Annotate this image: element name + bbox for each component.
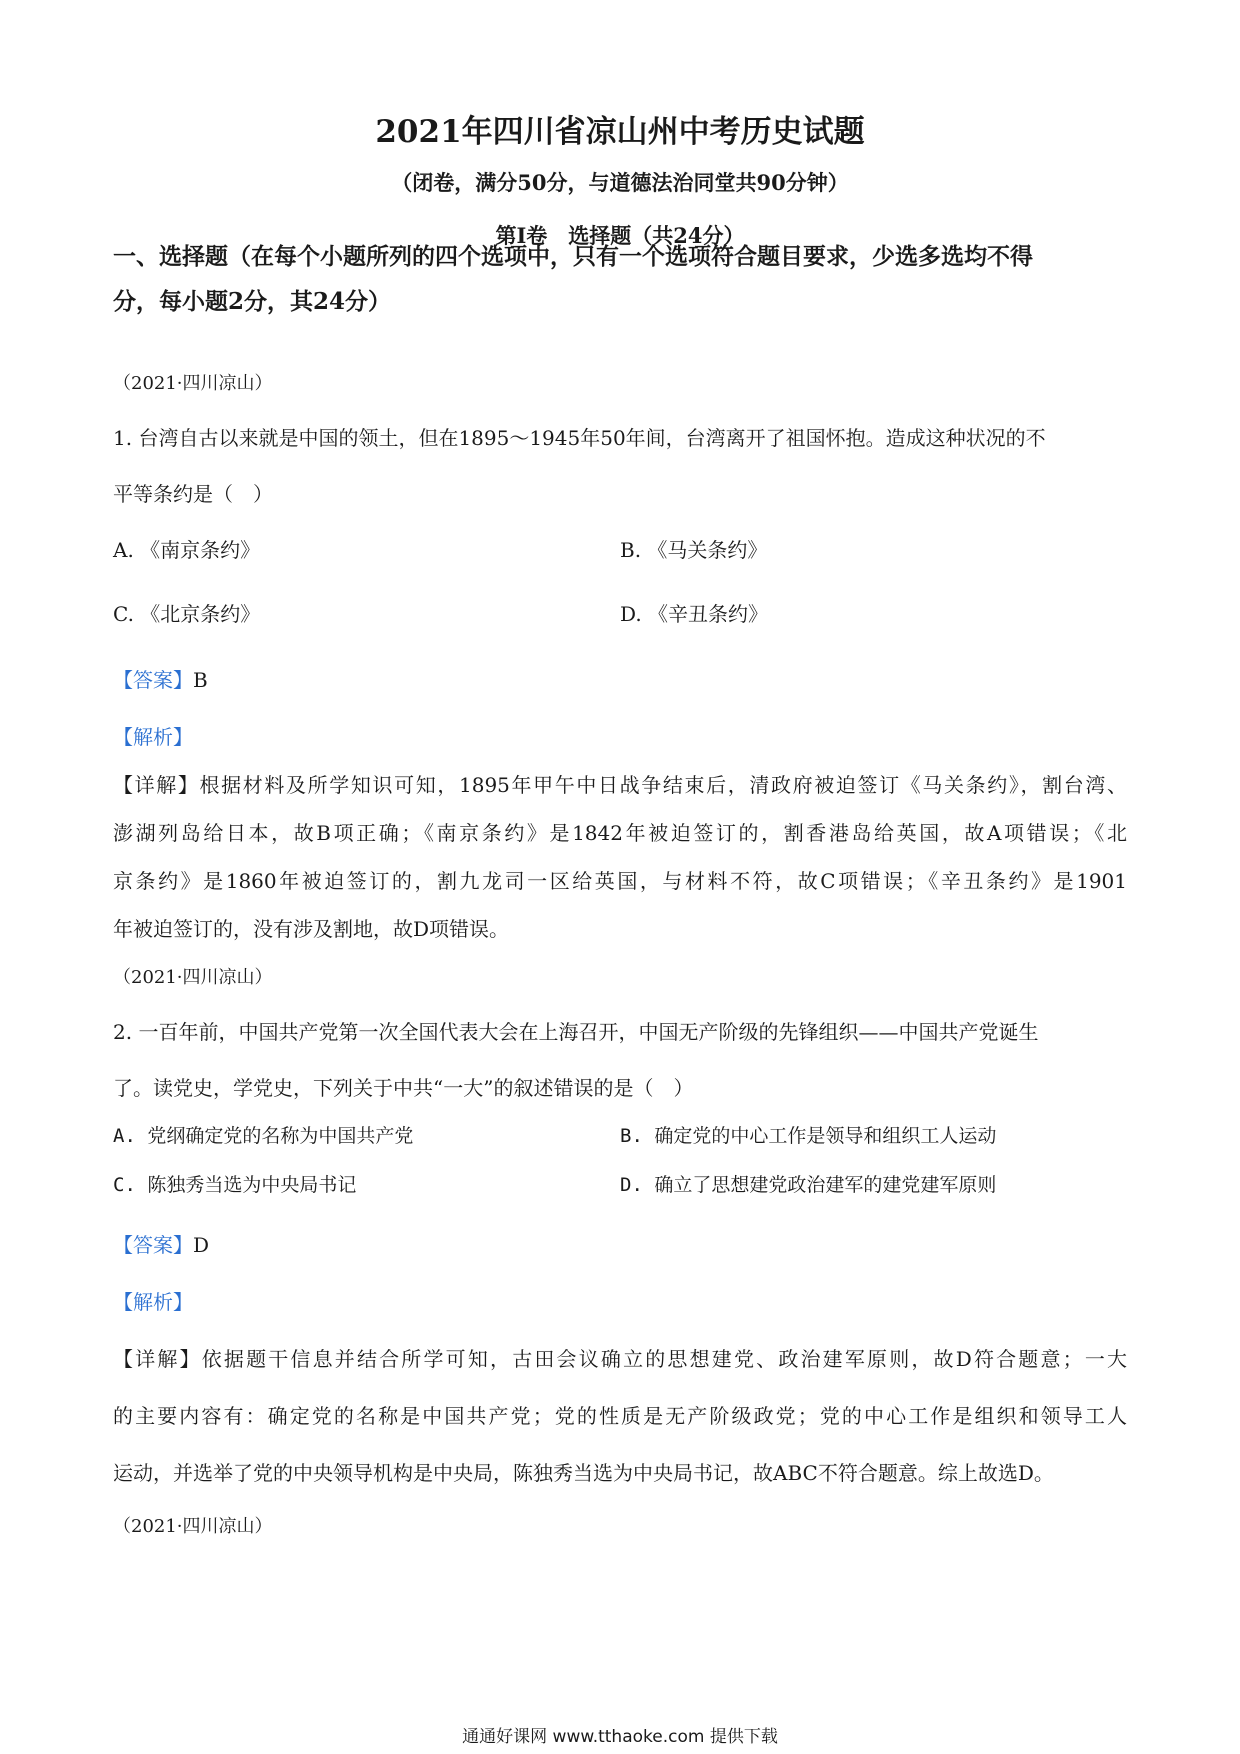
exam-subtitle: （闭卷，满分50分，与道德法治同堂共90分钟） [391,170,849,195]
page-footer: 通通好课网 www.tthaoke.com 提供下载 [462,1727,778,1747]
option-d: D. 《辛丑条约》 [620,602,769,626]
detail-tag: 【详解】 [113,773,200,797]
answer-tag: 【答案】 [113,1233,193,1257]
detail-line: 年被迫签订的，没有涉及割地，故D项错误。 [113,917,510,941]
analysis-tag: 【解析】 [113,725,193,749]
detail-line: 【详解】根据材料及所学知识可知，1895年甲午中日战争结束后，清政府被迫签订《马关条约》，割台湾、 [113,773,1127,797]
question-stem-line: 平等条约是（ ） [113,482,273,506]
section-heading-line2: 分，每小题2分，其24分） [113,288,392,315]
option-a: A. 《南京条约》 [113,538,261,562]
page-title: 2021年四川省凉山州中考历史试题 [375,114,865,150]
answer-line [113,1229,209,1258]
detail-line: 运动，并选举了党的中央领导机构是中央局，陈独秀当选为中央局书记，故ABC不符合题意。综上故选D。 [113,1461,1054,1485]
source-tag: （2021·四川凉山） [113,967,273,988]
detail-line: 的主要内容有：确定党的名称是中国共产党；党的性质是无产阶级政党；党的中心工作是组织和领导工人 [113,1404,1127,1428]
answer-line [113,664,208,693]
section-heading-line1: 一、选择题（在每个小题所列的四个选项中，只有一个选项符合题目要求，少选多选均不得 [113,243,1033,270]
answer-tag: 【答案】 [113,668,193,692]
question-stem-line: 2. 一百年前，中国共产党第一次全国代表大会在上海召开，中国无产阶级的先锋组织——中国共产党诞生 [113,1020,1039,1044]
source-tag: （2021·四川凉山） [113,1516,273,1537]
option-b: B. 《马关条约》 [620,538,768,562]
answer-value: D [193,1233,210,1257]
source-tag: （2021·四川凉山） [113,373,273,394]
detail-line: 【详解】依据题干信息并结合所学可知，古田会议确立的思想建党、政治建军原则，故D符合题意；一大 [113,1347,1127,1371]
question-stem-line: 了。读党史，学党史，下列关于中共“一大”的叙述错误的是（ ） [113,1076,694,1100]
detail-line: 澎湖列岛给日本，故B项正确；《南京条约》是1842年被迫签订的，割香港岛给英国，故A项错误；《北 [113,821,1127,845]
analysis-tag: 【解析】 [113,1290,193,1314]
question-stem-line: 1. 台湾自古以来就是中国的领土，但在1895～1945年50年间，台湾离开了祖国怀抱。造成这种状况的不 [113,426,1046,450]
detail-tag: 【详解】 [113,1347,202,1371]
option-d: D. 确立了思想建党政治建军的建党建军原则 [620,1174,997,1196]
option-c: C. 《北京条约》 [113,602,261,626]
answer-value: B [193,668,208,692]
detail-line: 京条约》是1860年被迫签订的，割九龙司一区给英国，与材料不符，故C项错误；《辛丑条约》是1901 [113,869,1127,893]
option-c: C. 陈独秀当选为中央局书记 [113,1174,357,1196]
option-a: A. 党纲确定党的名称为中国共产党 [113,1125,414,1147]
option-b: B. 确定党的中心工作是领导和组织工人运动 [620,1125,997,1147]
part-heading: 第Ⅰ卷 选择题（共24分） [495,223,745,248]
